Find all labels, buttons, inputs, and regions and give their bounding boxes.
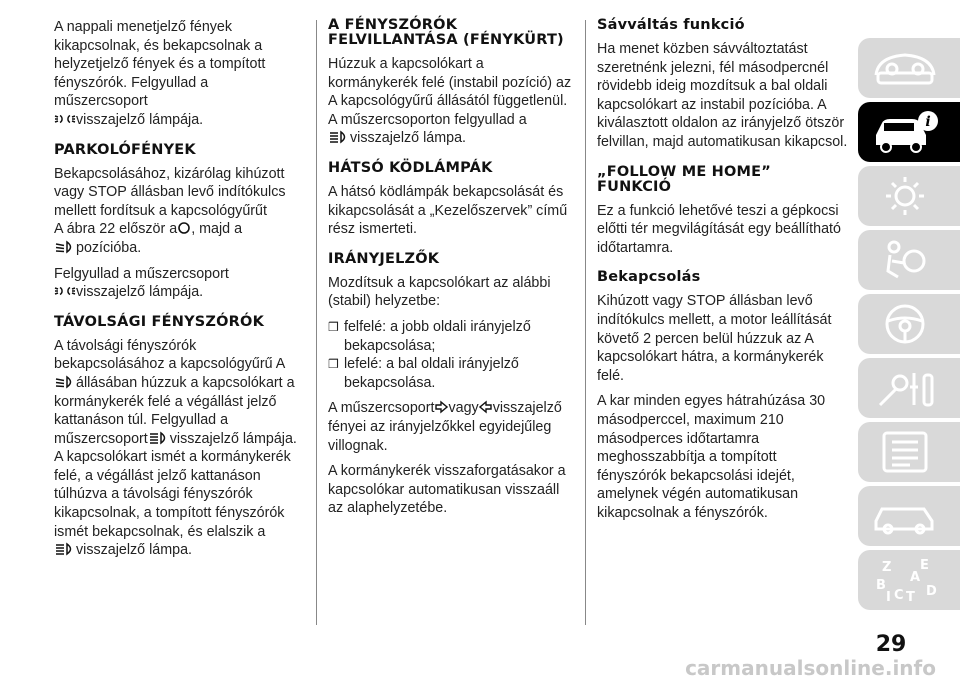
list-item: ❒ felfelé: a jobb oldali irányjelző bekapcsolása; [328, 318, 531, 354]
heading-high-beam: TÁVOLSÁGI FÉNYSZÓRÓK [54, 313, 265, 330]
heading-follow-me-home: „FOLLOW ME HOME” FUNKCIÓ [597, 163, 771, 195]
checkbox-bullet-icon: ❒ [328, 357, 339, 372]
watermark: carmanualsonline.info [685, 656, 936, 680]
tab-emergency[interactable] [858, 358, 960, 418]
page-number: 29 [875, 632, 907, 657]
chapter-tabs [858, 38, 960, 628]
tab-car-info[interactable] [858, 102, 960, 162]
tab-dashboard[interactable] [858, 38, 960, 98]
index-letter: C [894, 588, 904, 603]
index-letter: Z [882, 560, 892, 575]
tab-safety[interactable] [858, 230, 960, 290]
warning-light-icon [870, 173, 940, 219]
heading-activation: Bekapcsolás [597, 269, 701, 286]
list-item: ❒ lefelé: a bal oldali irányjelző bekapcsolása. [328, 356, 519, 391]
airbag-icon [870, 237, 940, 283]
tab-technical-data[interactable] [858, 486, 960, 546]
index-letter: D [926, 584, 937, 599]
paragraph: A távolsági fényszórók bekapcsolásához a kapcsológyűrű A állásában húzzuk a kapcsolókart a kormánykerék felé a végállást jelző kattanáson túl. Felgyullad a műszercsoport visszajelző lámpája. A kapcsolókart ismét a kormánykerék felé, a végállást jelző kattanáson túlhúzva a távolsági fényszórók kikapcsolnak, a tompított fényszórók ismét bekapcsolnak, és elalszik a visszajelző lámpa. [54, 337, 297, 559]
index-letter: I [886, 590, 891, 603]
column-left [54, 18, 302, 567]
parking-lights-icon [54, 112, 76, 126]
column-right [597, 18, 849, 529]
paragraph: Bekapcsolásához, kizárólag kihúzott vagy STOP állásban levő indítókulcs mellett fordítsuk a kapcsológyűrűt A ábra 22 először a , majd a pozícióba. [54, 165, 286, 256]
svg-text:i: i [925, 114, 931, 130]
parking-lights-icon [54, 284, 76, 298]
column-divider [585, 20, 586, 625]
tab-starting-driving[interactable] [858, 294, 960, 354]
paragraph: A műszercsoport vagy visszajelző fényei az irányjelzőkkel egyidejűleg villognak. [328, 400, 562, 454]
indicator-right-icon [434, 400, 448, 414]
steering-wheel-icon [870, 301, 940, 347]
dipped-beam-icon [54, 375, 76, 389]
column-divider [316, 20, 317, 625]
index-letter: B [876, 578, 886, 593]
dashboard-icon [870, 45, 940, 91]
paragraph: Kihúzott vagy STOP állásban levő indítókulcs mellett, a motor leállítását követő 2 percen belül húzzuk az A kapcsolókart hátra, a kormánykerék felé. [597, 293, 832, 384]
checklist-icon [870, 429, 940, 475]
tab-index[interactable] [858, 550, 960, 610]
car-info-icon [870, 109, 940, 155]
tools-icon [870, 365, 940, 411]
heading-headlight-flash: A FÉNYSZÓRÓK FELVILLANTÁSA (FÉNYKÜRT) [328, 17, 564, 48]
car-data-icon [870, 493, 940, 539]
tab-warning-lights[interactable] [858, 166, 960, 226]
high-beam-icon [148, 431, 170, 445]
paragraph: A hátsó ködlámpák bekapcsolását és kikapcsolását a „Kezelőszervek” című rész ismerteti. [328, 183, 568, 238]
heading-lane-change: Sávváltás funkció [597, 17, 745, 33]
heading-parking-lights: PARKOLÓFÉNYEK [54, 141, 196, 158]
paragraph: Mozdítsuk a kapcsolókart az alábbi (stabil) helyzetbe: [328, 274, 551, 310]
paragraph: A kar minden egyes hátrahúzása 30 másodperccel, maximum 210 másodperces időtartamra meghosszabbítja a tompított fényszórók bekapcsolási idejét, amelynek végén automatikusan kikapcsolnak a fényszórók. [597, 393, 826, 521]
paragraph: Felgyullad a műszercsoport visszajelző lámpája. [54, 265, 229, 301]
index-letter: E [920, 558, 929, 573]
paragraph: Ha menet közben sávváltoztatást szeretnénk jelezni, fél másodpercnél rövidebb ideig mozdítsuk a bal oldali kapcsolókart az instabil pozícióba. A kiválasztott oldalon az irányjelző ötször felvillan, majd automatikusan kikapcsol. [597, 41, 848, 150]
heading-rear-fog: HÁTSÓ KÖDLÁMPÁK [328, 159, 493, 176]
alphabet-icon [870, 557, 940, 603]
paragraph: A kormánykerék visszaforgatásakor a kapcsolókar automatikusan visszaáll az alaphelyzetébe. [328, 463, 566, 517]
index-letter: A [910, 570, 921, 585]
high-beam-icon [54, 542, 76, 556]
checkbox-bullet-icon: ❒ [328, 319, 339, 334]
heading-indicators: IRÁNYJELZŐK [328, 250, 440, 267]
indicator-left-icon [479, 400, 493, 414]
high-beam-icon [328, 130, 350, 144]
paragraph: A nappali menetjelző fények kikapcsolnak, és bekapcsolnak a helyzetjelző fények és a tompított fényszórók. Felgyullad a műszercsoport visszajelző lámpája. [54, 19, 266, 128]
index-letter: T [906, 590, 915, 603]
paragraph: Húzzuk a kapcsolókart a kormánykerék felé (instabil pozíció) az A kapcsológyűrű állásától függetlenül. A műszercsoporton felgyullad a visszajelző lámpa. [328, 56, 572, 147]
off-position-icon [177, 221, 191, 235]
paragraph: Ez a funkció lehetővé teszi a gépkocsi előtti tér megvilágítását egy beállítható időtartamra. [597, 202, 841, 256]
tab-maintenance[interactable] [858, 422, 960, 482]
dipped-beam-icon [54, 240, 76, 254]
column-middle [328, 18, 576, 525]
